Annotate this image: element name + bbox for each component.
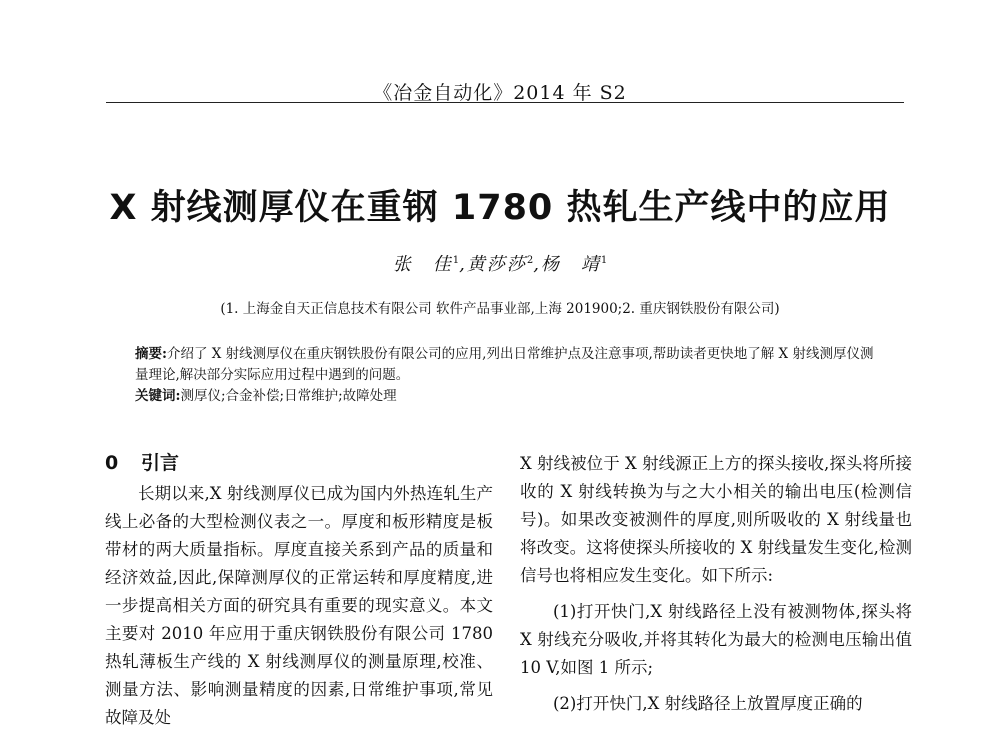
abstract: [135, 344, 875, 386]
author-separator: ,: [459, 254, 467, 275]
author-name: 杨 靖: [540, 254, 601, 275]
author: [541, 254, 607, 275]
keywords-label: 关键词:: [135, 388, 181, 404]
journal-header: 《冶金自动化》2014 年 S2: [373, 82, 627, 104]
list-item: (2)打开快门,X 射线路径上放置厚度正确的: [553, 694, 863, 713]
section-number: 0: [105, 452, 119, 474]
author: [467, 254, 541, 275]
keywords: [135, 386, 875, 407]
intro-paragraph: 长期以来,X 射线测厚仪已成为国内外热连轧生产线上必备的大型检测仪表之一。厚度和板形精度是板带材的两大质量指标。厚度直接关系到产品的质量和经济效益,因此,保障测厚仪的正常运转和厚度精度,进一步提高相关方面的研究具有重要的现实意义。本文主要对 2010 年应用于重庆钢铁股份有限公司 1780 热轧薄板生产线的 X 射线测厚仪的测量原理,校准、测量方法、影响测量精度的因素,日常维护事项,常见故障及处: [105, 484, 493, 727]
body-paragraph: X 射线被位于 X 射线源正上方的探头接收,探头将所接收的 X 射线转换为与之大小相关的输出电压(检测信号)。如果改变被测件的厚度,则所吸收的 X 射线量也将改变。这将使探头所接收的 X 射线量发生变化,检测信号也将相应发生变化。如下所示:: [520, 454, 912, 585]
affiliation-mark: 2: [526, 255, 534, 266]
author: [393, 254, 467, 275]
author-list: [0, 250, 1000, 276]
section-heading: [105, 450, 493, 476]
paper-title: X 射线测厚仪在重钢 1780 热轧生产线中的应用: [109, 188, 891, 228]
affiliation-mark: 1: [600, 255, 608, 266]
author-name: 张 佳: [392, 254, 453, 275]
author-name: 黄莎莎: [466, 254, 527, 275]
left-column: [105, 450, 493, 732]
keywords-text: 测厚仪;合金补偿;日常维护;故障处理: [180, 388, 397, 404]
header-rule: [106, 102, 904, 103]
right-column: [520, 450, 912, 718]
abstract-label: 摘要:: [135, 346, 167, 362]
list-item: (1)打开快门,X 射线路径上没有被测物体,探头将 X 射线充分吸收,并将其转化为最大的检测电压输出值 10 V,如图 1 所示;: [520, 602, 912, 677]
abstract-text: 介绍了 X 射线测厚仪在重庆钢铁股份有限公司的应用,列出日常维护点及注意事项,帮助读者更快地了解 X 射线测厚仪测量理论,解决部分实际应用过程中遇到的问题。: [135, 346, 874, 383]
author-separator: ,: [533, 254, 541, 275]
affiliation-mark: 1: [452, 255, 460, 266]
abstract-block: [135, 344, 875, 407]
affiliation: (1. 上海金自天正信息技术有限公司 软件产品事业部,上海 201900;2. 重庆钢铁股份有限公司): [220, 301, 780, 317]
section-title: 引言: [141, 452, 180, 474]
